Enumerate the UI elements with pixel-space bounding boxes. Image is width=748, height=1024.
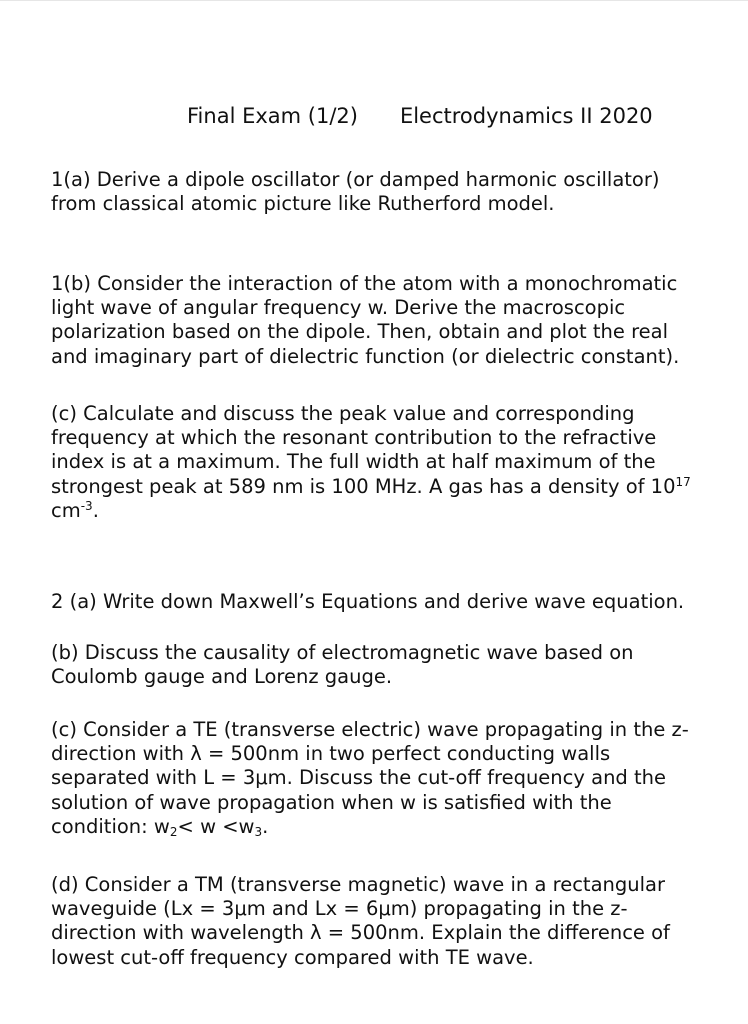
question-2d [51,873,701,970]
text-line: (d) Consider a TM (transverse magnetic) wave in a rectangular [51,873,666,896]
text-line: 1(b) Consider the interaction of the atom with a monochromatic [51,272,678,295]
text-line: (b) Discuss the causality of electromagnetic wave based on [51,641,634,664]
exam-title: Final Exam (1/2) [187,104,358,128]
text-line: light wave of angular frequency w. Derive the macroscopic [51,296,626,320]
text-line: 2 (a) Write down Maxwell’s Equations and derive wave equation. [51,590,685,613]
question-1a [51,168,701,216]
text-line: (c) Calculate and discuss the peak value and corresponding [51,402,635,425]
condition-middle: < w <w [177,814,255,838]
text-line: from classical atomic picture like Rutherford model. [51,192,555,216]
subscript-2: 2 [169,824,178,839]
text-line: frequency at which the resonant contribution to the refractive [51,426,657,450]
exponent-17: 17 [675,474,691,489]
text-line: lowest cut-off frequency compared with TE wave. [51,945,534,969]
unit-cm: cm [51,498,81,522]
density-text: strongest peak at 589 nm is 100 MHz. A gas has a density of 10 [51,474,676,498]
text-line: (c) Consider a TE (transverse electric) wave propagating in the z- [51,718,689,741]
text-line [51,499,701,523]
question-2c [51,718,701,839]
text-line: 1(a) Derive a dipole oscillator (or damped harmonic oscillator) [51,168,660,191]
text-line: polarization based on the dipole. Then, obtain and plot the real [51,320,669,344]
exponent-minus-3: -3 [80,498,93,513]
text-line [51,475,701,499]
period: . [262,814,269,838]
subscript-3: 3 [254,824,263,839]
text-line: waveguide (Lx = 3μm and Lx = 6μm) propagating in the z- [51,897,628,921]
text-line [51,815,701,839]
question-2b [51,641,701,689]
question-1c [51,402,701,523]
page-header [187,103,748,129]
question-1b [51,272,701,369]
text-line: direction with λ = 500nm in two perfect conducting walls [51,742,611,766]
text-line: and imaginary part of dielectric function (or dielectric constant). [51,344,680,368]
question-2a [51,590,701,614]
text-line: Coulomb gauge and Lorenz gauge. [51,665,393,689]
text-line: direction with wavelength λ = 500nm. Explain the difference of [51,921,670,945]
top-divider [0,0,748,1]
text-line: index is at a maximum. The full width at half maximum of the [51,450,656,474]
period: . [92,498,99,522]
text-line: solution of wave propagation when w is satisfied with the [51,790,612,814]
course-title: Electrodynamics II 2020 [399,104,653,128]
text-line: separated with L = 3μm. Discuss the cut-off frequency and the [51,766,667,790]
condition-text: condition: w [51,814,170,838]
